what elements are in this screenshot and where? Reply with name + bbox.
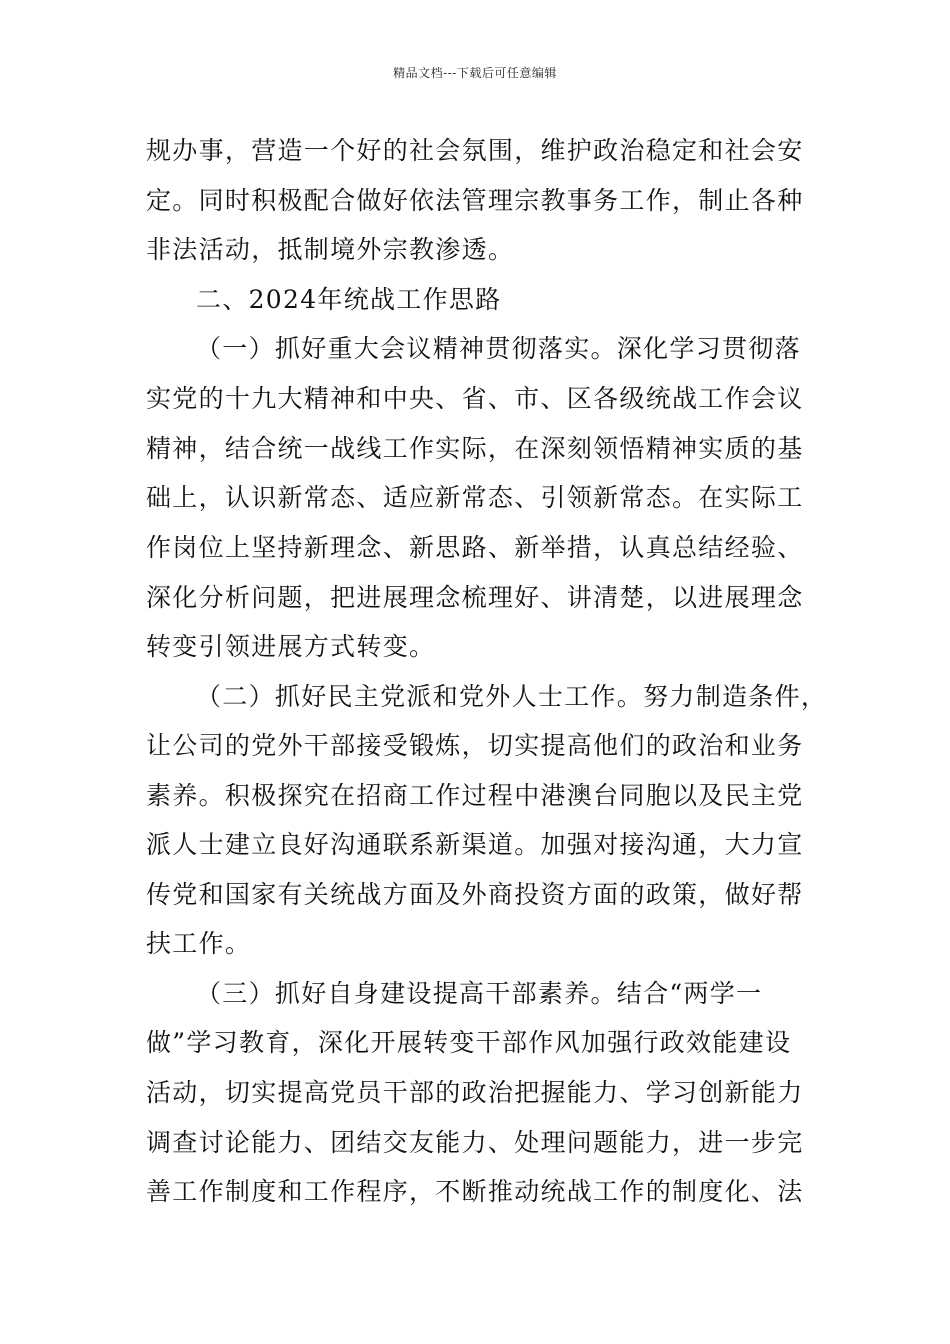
body-line: 派人士建立良好沟通联系新渠道。加强对接沟通，大力宣	[146, 830, 804, 859]
body-line: 善工作制度和工作程序，不断推动统战工作的制度化、法	[146, 1177, 804, 1206]
body-line: 精神，结合统一战线工作实际，在深刻领悟精神实质的基	[146, 434, 804, 463]
body-line: 做”学习教育，深化开展转变干部作风加强行政效能建设	[146, 1028, 792, 1057]
section-heading: 二、2024年统战工作思路	[196, 285, 502, 314]
body-line: （一）抓好重大会议精神贯彻落实。深化学习贯彻落	[196, 334, 801, 363]
body-line: 深化分析问题，把进展理念梳理好、讲清楚，以进展理念	[146, 583, 804, 612]
body-line: 转变引领进展方式转变。	[146, 632, 436, 661]
body-line: 扶工作。	[146, 929, 252, 958]
body-line: 规办事，营造一个好的社会氛围，维护政治稳定和社会安	[146, 136, 804, 165]
body-line: 础上，认识新常态、适应新常态、引领新常态。在实际工	[146, 483, 804, 512]
body-line: 传党和国家有关统战方面及外商投资方面的政策，做好帮	[146, 880, 804, 909]
body-line: （三）抓好自身建设提高干部素养。结合“两学一	[196, 979, 763, 1008]
body-line: 实党的十九大精神和中央、省、市、区各级统战工作会议	[146, 384, 804, 413]
body-line: 非法活动，抵制境外宗教渗透。	[146, 235, 515, 264]
body-line: 调查讨论能力、团结交友能力、处理问题能力，进一步完	[146, 1128, 804, 1157]
body-line: 让公司的党外干部接受锻炼，切实提高他们的政治和业务	[146, 731, 804, 760]
body-line: 定。同时积极配合做好依法管理宗教事务工作，制止各种	[146, 186, 804, 215]
body-line: 活动，切实提高党员干部的政治把握能力、学习创新能力	[146, 1078, 804, 1107]
body-line: 作岗位上坚持新理念、新思路、新举措，认真总结经验、	[146, 533, 804, 562]
page-header: 精品文档---下载后可任意编辑	[393, 66, 557, 80]
body-line: 素养。积极探究在招商工作过程中港澳台同胞以及民主党	[146, 781, 804, 810]
body-line: （二）抓好民主党派和党外人士工作。努力制造条件，	[196, 682, 828, 711]
